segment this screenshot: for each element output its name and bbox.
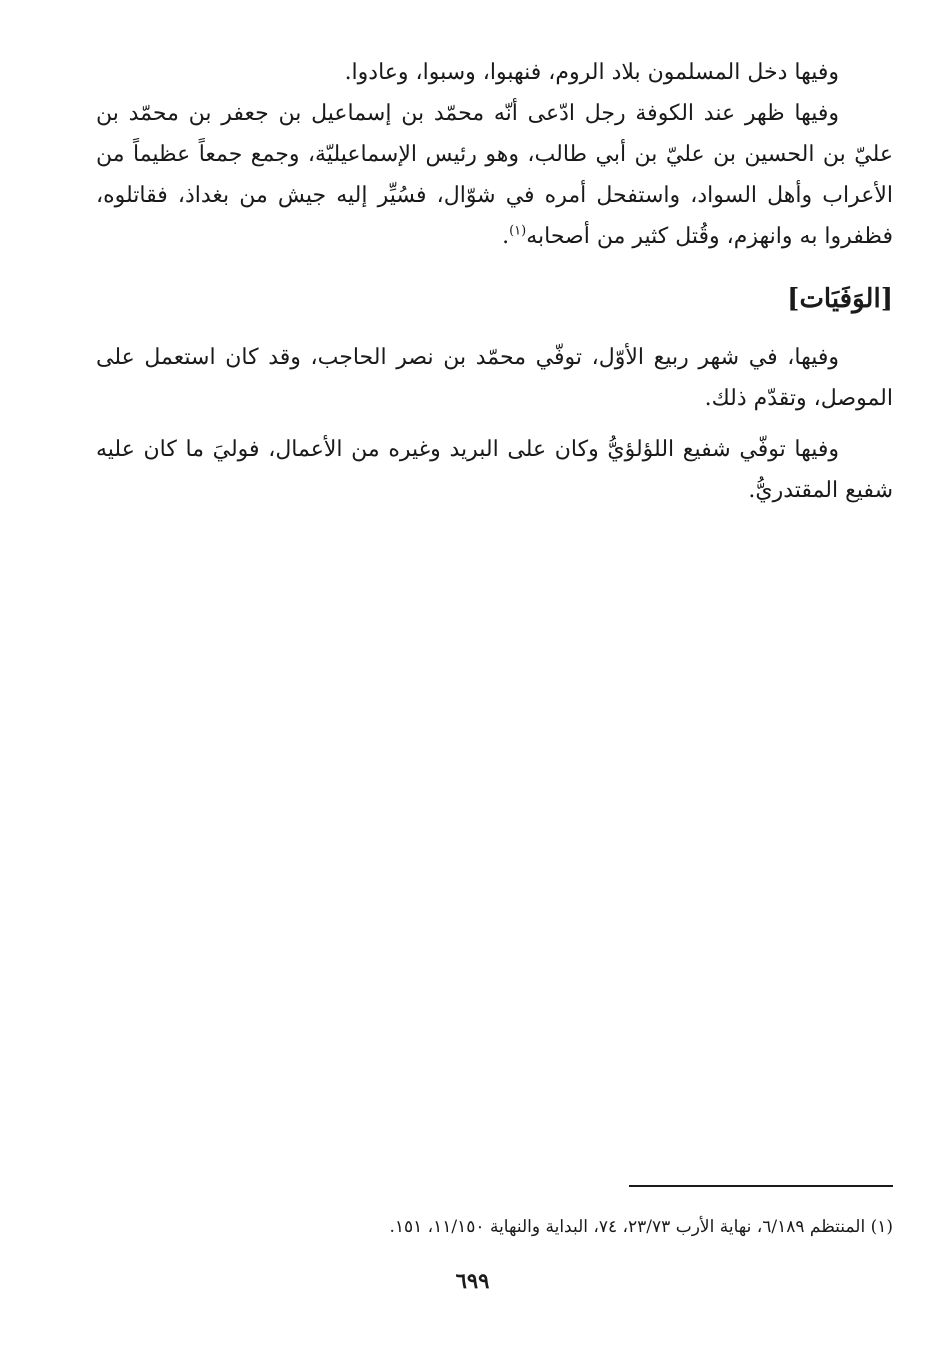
paragraph-kufa-claimant [96, 93, 893, 257]
section-title-obituaries: [الوَفَيَات] [787, 284, 893, 314]
paragraph-raid: وفيها دخل المسلمون بلاد الروم، فنهبوا، وسبوا، وعادوا. [344, 60, 839, 85]
footnote-separator [629, 1185, 893, 1187]
obituary-shafi-lulu: وفيها توفّي شفيع اللؤلؤيُّ وكان على البريد وغيره من الأعمال، فوليَ ما كان عليه شفيع المقتدريُّ. [96, 437, 893, 503]
paragraph-kufa-end: . [502, 224, 510, 249]
paragraph-kufa-text: وفيها ظهر عند الكوفة رجل ادّعى أنّه محمّد بن إسماعيل بن جعفر بن محمّد بن عليّ بن الحسين بن عليّ بن أبي طالب، وهو رئيس الإسماعيليّة، وجمع جمعاً عظيماً من الأعراب وأهل السواد، واستفحل أمره في شوّال، فسُيِّر إليه جيش من بغداذ، فقاتلوه، فظفروا به وانهزم، وقُتل كثير من أصحابه [96, 101, 893, 249]
obituary-muhammad-ibn-nasr: وفيها، في شهر ربيع الأوّل، توفّي محمّد بن نصر الحاجب، وقد كان استعمل على الموصل، وتقدّم ذلك. [96, 345, 893, 411]
footnote-1: (١) المنتظم ٦/١٨٩، نهاية الأرب ٢٣/٧٣، ٧٤، البداية والنهاية ١١/١٥٠، ١٥١. [389, 1217, 893, 1237]
footnote-reference: (١) [509, 223, 527, 239]
main-text [96, 52, 893, 521]
page-number: ٦٩٩ [455, 1268, 490, 1293]
